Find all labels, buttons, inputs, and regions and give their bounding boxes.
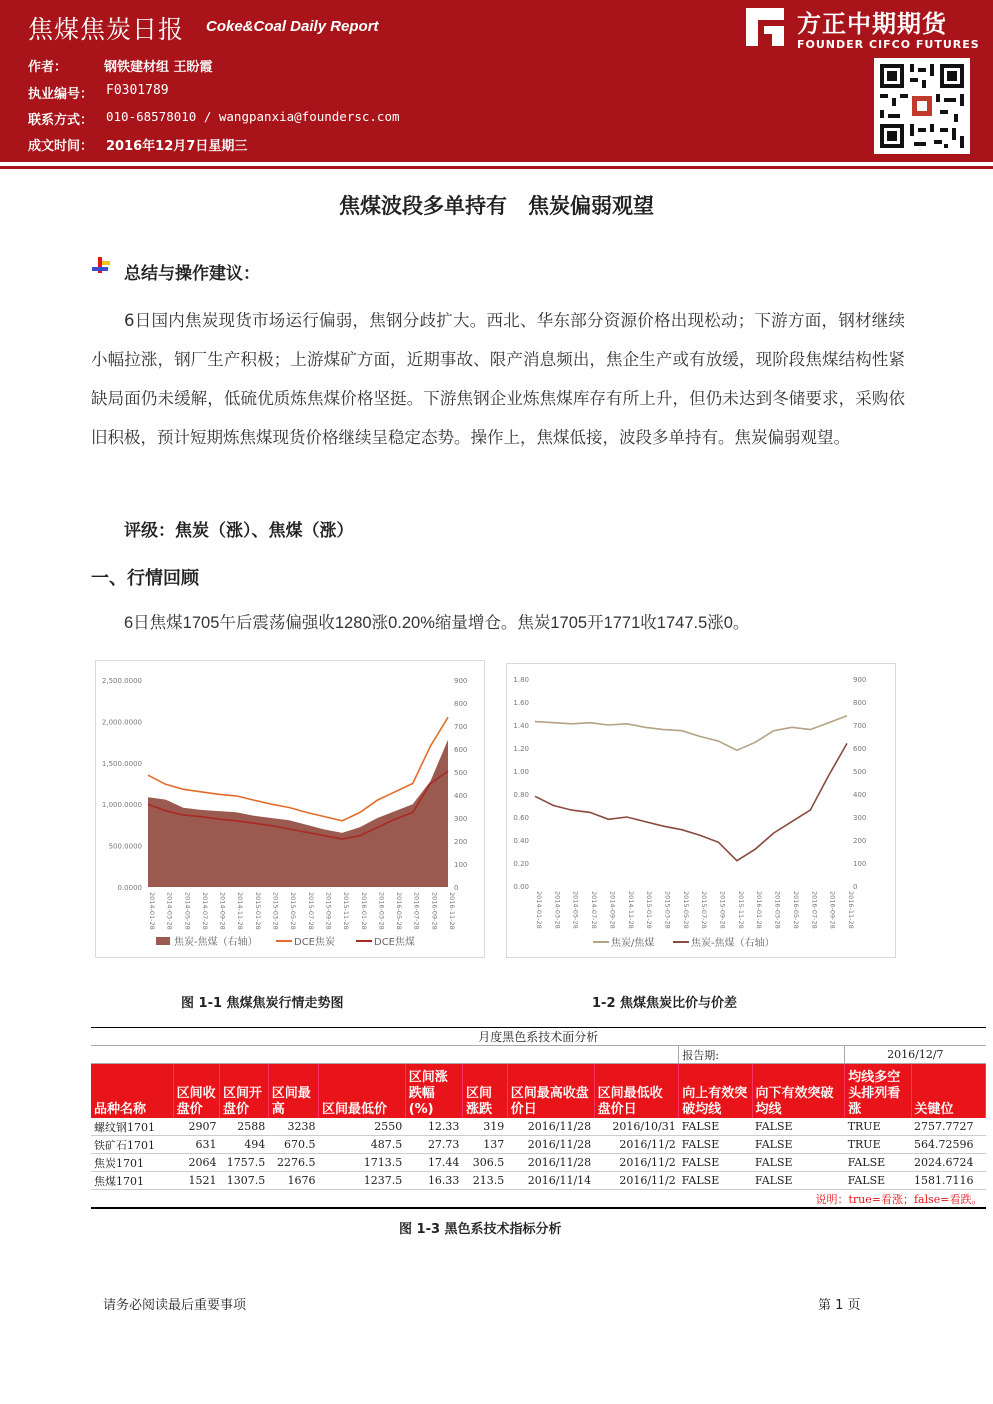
x-tick-label: 2016-09-28	[828, 891, 837, 929]
table-cell: FALSE	[679, 1154, 752, 1172]
table-cell: 2550	[319, 1118, 406, 1136]
x-tick-label: 2014-09-28	[608, 891, 617, 929]
company-name-cn: 方正中期期货	[797, 10, 947, 38]
x-tick-label: 2015-07-28	[306, 892, 315, 930]
footer-disclaimer: 请务必阅读最后重要事项	[103, 1298, 247, 1313]
x-tick-label: 2016-05-28	[395, 892, 404, 930]
y2-tick-label: 600	[454, 746, 468, 754]
table-note: 说明：true=看涨；false=看跌。	[91, 1190, 986, 1209]
date-row	[28, 135, 248, 154]
y-tick-label: 2,000.0000	[101, 718, 142, 727]
x-tick-label: 2015-03-28	[271, 892, 280, 930]
x-tick-label: 2015-09-28	[718, 891, 727, 929]
table-cell: 2016/11/28	[507, 1154, 594, 1172]
table-cell: 487.5	[319, 1136, 406, 1154]
table-cell: TRUE	[845, 1118, 911, 1136]
series-line	[535, 743, 847, 860]
y-tick-label: 1.80	[513, 676, 529, 684]
legend-label: 焦炭-焦煤（右轴）	[174, 937, 258, 948]
x-tick-label: 2014-07-28	[200, 892, 209, 930]
table-cell: 17.44	[405, 1154, 462, 1172]
contact-label: 联系方式：	[28, 113, 94, 128]
x-tick-label: 2014-07-28	[590, 891, 599, 929]
table-body	[91, 1118, 986, 1190]
table-header-row	[91, 1064, 986, 1119]
y2-tick-label: 400	[853, 791, 867, 799]
summary-heading: 总结与操作建议：	[124, 264, 260, 284]
table-header-cell: 区间最低价	[319, 1064, 406, 1119]
x-tick-label: 2014-03-28	[553, 891, 562, 929]
table-header-cell: 区间开盘价	[219, 1064, 268, 1119]
x-tick-label: 2015-01-28	[253, 892, 262, 930]
table-header-cell: 品种名称	[91, 1064, 173, 1119]
y2-tick-label: 300	[454, 815, 468, 823]
author-label: 作者：	[28, 60, 68, 75]
coal-coke-ratio-chart	[506, 663, 896, 958]
y-tick-label: 0.20	[513, 860, 529, 868]
report-period-label: 报告期:	[679, 1046, 845, 1064]
table-cell: 3238	[268, 1118, 318, 1136]
table-cell: FALSE	[679, 1136, 752, 1154]
x-tick-label: 2014-11-28	[236, 892, 245, 930]
table-header-cell: 区间最高	[268, 1064, 318, 1119]
table-cell: FALSE	[752, 1118, 845, 1136]
table-cell: 12.33	[405, 1118, 462, 1136]
x-tick-label: 2015-11-28	[342, 892, 351, 930]
x-tick-label: 2014-03-28	[165, 892, 174, 930]
legend-label: DCE焦煤	[374, 937, 416, 948]
table-header-cell: 区间最低收盘价日	[594, 1064, 679, 1119]
table-cell: FALSE	[679, 1118, 752, 1136]
table-row	[91, 1136, 986, 1154]
report-date: 2016年12月7日星期三	[106, 139, 248, 154]
author-row	[28, 56, 213, 75]
x-tick-label: 2014-05-28	[571, 891, 580, 929]
table-cell: 670.5	[268, 1136, 318, 1154]
summary-text: 6日国内焦炭现货市场运行偏弱，焦钢分歧扩大。西北、华东部分资源价格出现松动；下游方面，钢材继续小幅拉涨，钢厂生产积极；上游煤矿方面，近期事故、限产消息频出，焦企生产或有放缓，现阶段焦煤结构性紧缺局面仍未缓解，低硫优质炼焦煤价格坚挺。下游焦钢企业炼焦煤库存有所上升，但仍未达到冬储要求，采购依旧积极，预计短期炼焦煤现货价格继续呈稳定态势。操作上，焦煤低接，波段多单持有。焦炭偏弱观望。	[91, 311, 905, 447]
license-row	[28, 83, 169, 102]
table-cell: 564.72596	[911, 1136, 985, 1154]
table-cell: 494	[219, 1136, 268, 1154]
table-cell: FALSE	[752, 1154, 845, 1172]
y2-tick-label: 500	[853, 768, 867, 776]
legend-label: 焦炭/焦煤	[611, 938, 655, 949]
table-cell: 2907	[173, 1118, 219, 1136]
table-cell: 2016/11/28	[507, 1136, 594, 1154]
y2-tick-label: 300	[853, 814, 867, 822]
series-line	[535, 716, 847, 751]
table-header-cell: 区间最高收盘价日	[507, 1064, 594, 1119]
review-text: 6日焦煤1705午后震荡偏强收1280涨0.20%缩量增仓。焦炭1705开1771收1747.5涨0。	[124, 614, 750, 632]
x-tick-label: 2014-09-28	[218, 892, 227, 930]
x-tick-label: 2016-07-28	[412, 892, 421, 930]
figure-caption-3: 图 1-3 黑色系技术指标分析	[399, 1222, 562, 1237]
report-header	[0, 0, 993, 162]
y2-tick-label: 0	[853, 883, 858, 891]
section-bullet-icon	[92, 257, 112, 277]
x-tick-label: 2016-01-28	[755, 891, 764, 929]
contact: 010-68578010 / wangpanxia@foundersc.com	[106, 109, 400, 124]
table-cell: 1307.5	[219, 1172, 268, 1190]
y2-tick-label: 100	[853, 860, 867, 868]
table-cell: FALSE	[752, 1136, 845, 1154]
y-tick-label: 1.60	[513, 699, 529, 707]
rating	[124, 516, 354, 541]
table-cell: FALSE	[845, 1154, 911, 1172]
table-cell: 2016/10/31	[594, 1118, 679, 1136]
rating-label: 评级：	[124, 521, 175, 541]
table-header-cell: 向下有效突破均线	[752, 1064, 845, 1119]
y-tick-label: 500.0000	[108, 842, 142, 851]
y-tick-label: 1.40	[513, 722, 529, 730]
license-number: F0301789	[106, 83, 169, 98]
license-label: 执业编号：	[28, 87, 94, 102]
table-title: 月度黑色系技术面分析	[91, 1028, 986, 1046]
y2-tick-label: 900	[853, 676, 867, 684]
table-cell: 319	[462, 1118, 507, 1136]
x-tick-label: 2015-01-28	[645, 891, 654, 929]
date-label: 成文时间：	[28, 139, 94, 154]
table-cell: 2016/11/28	[507, 1118, 594, 1136]
table-header-cell: 区间收盘价	[173, 1064, 219, 1119]
y2-tick-label: 500	[454, 769, 468, 777]
table-cell: 2588	[219, 1118, 268, 1136]
table-cell: FALSE	[845, 1172, 911, 1190]
table-header-cell: 关键位	[911, 1064, 985, 1119]
page-number: 第 1 页	[818, 1298, 861, 1313]
x-tick-label: 2015-05-28	[681, 891, 690, 929]
contact-row	[28, 109, 400, 128]
table-cell: 2016/11/2	[594, 1136, 679, 1154]
figure-caption-1: 图 1-1 焦煤焦炭行情走势图	[181, 996, 344, 1011]
y-tick-label: 0.80	[513, 791, 529, 799]
table-cell: 2064	[173, 1154, 219, 1172]
x-tick-label: 2014-01-28	[535, 891, 543, 929]
rating-value: 焦炭（涨）、焦煤（涨）	[175, 521, 354, 541]
x-tick-label: 2015-11-28	[736, 891, 745, 929]
x-tick-label: 2015-07-28	[700, 891, 709, 929]
table-cell: 焦煤1701	[91, 1172, 173, 1190]
y2-tick-label: 0	[454, 884, 459, 892]
report-period-date: 2016/12/7	[845, 1046, 986, 1064]
y2-tick-label: 700	[454, 723, 468, 731]
x-tick-label: 2016-11-28	[448, 892, 456, 930]
author: 钢铁建材组 王盼霞	[104, 60, 213, 75]
series-area	[148, 740, 448, 887]
y2-tick-label: 200	[454, 838, 468, 846]
y-tick-label: 0.40	[513, 837, 529, 845]
figure-caption-2: 1-2 焦煤焦炭比价与价差	[592, 996, 738, 1011]
x-tick-label: 2016-09-28	[430, 892, 439, 930]
table-cell: 137	[462, 1136, 507, 1154]
table-cell: 2276.5	[268, 1154, 318, 1172]
table-cell: 1757.5	[219, 1154, 268, 1172]
table-cell: 1237.5	[319, 1172, 406, 1190]
y2-tick-label: 600	[853, 745, 867, 753]
y2-tick-label: 800	[853, 699, 867, 707]
table-cell: 2016/11/2	[594, 1154, 679, 1172]
series-line	[148, 717, 448, 821]
table-header-cell: 区间涨跌幅(%)	[405, 1064, 462, 1119]
table-cell: 631	[173, 1136, 219, 1154]
x-tick-label: 2015-03-28	[663, 891, 672, 929]
y2-tick-label: 900	[454, 677, 468, 685]
legend-label: DCE焦炭	[294, 937, 336, 948]
table-cell: 27.73	[405, 1136, 462, 1154]
legend-label: 焦炭-焦煤（右轴）	[691, 938, 775, 949]
table-cell: 1581.7116	[911, 1172, 985, 1190]
summary-paragraph	[91, 301, 905, 457]
table-cell: FALSE	[679, 1172, 752, 1190]
legend-swatch	[156, 937, 170, 945]
table-cell: 1713.5	[319, 1154, 406, 1172]
y-tick-label: 0.60	[513, 814, 529, 822]
x-tick-label: 2016-07-28	[810, 891, 819, 929]
y-tick-label: 1,500.0000	[101, 759, 142, 768]
review-heading: 一、行情回顾	[91, 568, 199, 589]
y2-tick-label: 700	[853, 722, 867, 730]
x-tick-label: 2016-01-28	[359, 892, 368, 930]
table-header-cell: 区间涨跌	[462, 1064, 507, 1119]
table-cell: 1521	[173, 1172, 219, 1190]
x-tick-label: 2014-11-28	[626, 891, 635, 929]
coal-coke-trend-chart	[95, 660, 485, 958]
x-tick-label: 2015-09-28	[324, 892, 333, 930]
table-cell: 1676	[268, 1172, 318, 1190]
y-tick-label: 1.00	[513, 768, 529, 776]
header-divider	[0, 166, 993, 169]
table-cell: 2024.6724	[911, 1154, 985, 1172]
y-tick-label: 1.20	[513, 745, 529, 753]
table-row	[91, 1172, 986, 1190]
table-cell: 16.33	[405, 1172, 462, 1190]
x-tick-label: 2016-03-28	[773, 891, 782, 929]
table-cell: 2016/11/2	[594, 1172, 679, 1190]
table-row	[91, 1118, 986, 1136]
table-row	[91, 1154, 986, 1172]
y2-tick-label: 800	[454, 700, 468, 708]
table-cell: 铁矿石1701	[91, 1136, 173, 1154]
y2-tick-label: 200	[853, 837, 867, 845]
table-cell: 焦炭1701	[91, 1154, 173, 1172]
x-tick-label: 2016-11-28	[847, 891, 855, 929]
y2-tick-label: 100	[454, 861, 468, 869]
table-header-cell: 向上有效突破均线	[679, 1064, 752, 1119]
main-title: 焦煤波段多单持有 焦炭偏弱观望	[339, 194, 654, 218]
company-name-en: FOUNDER CIFCO FUTURES	[797, 38, 980, 51]
table-cell: 螺纹钢1701	[91, 1118, 173, 1136]
table-cell: 213.5	[462, 1172, 507, 1190]
table-cell: 306.5	[462, 1154, 507, 1172]
table-cell: 2016/11/14	[507, 1172, 594, 1190]
x-tick-label: 2014-01-28	[148, 892, 156, 930]
report-title-en: Coke&Coal Daily Report	[206, 18, 379, 35]
y-tick-label: 1,000.0000	[101, 801, 142, 810]
table-cell: 2757.7727	[911, 1118, 985, 1136]
x-tick-label: 2015-05-28	[289, 892, 298, 930]
y2-tick-label: 400	[454, 792, 468, 800]
x-tick-label: 2016-05-28	[791, 891, 800, 929]
company-logo-icon	[744, 6, 786, 48]
y-tick-label: 0.0000	[117, 884, 142, 892]
y-tick-label: 0.00	[513, 883, 529, 891]
table-cell: FALSE	[752, 1172, 845, 1190]
technical-analysis-table	[91, 1027, 986, 1209]
qr-code-icon	[874, 58, 970, 154]
table-cell: TRUE	[845, 1136, 911, 1154]
table-header-cell: 均线多空头排列看涨	[845, 1064, 911, 1119]
y-tick-label: 2,500.0000	[101, 677, 142, 685]
x-tick-label: 2014-05-28	[183, 892, 192, 930]
x-tick-label: 2016-03-28	[377, 892, 386, 930]
report-title-cn: 焦煤焦炭日报	[28, 15, 185, 44]
